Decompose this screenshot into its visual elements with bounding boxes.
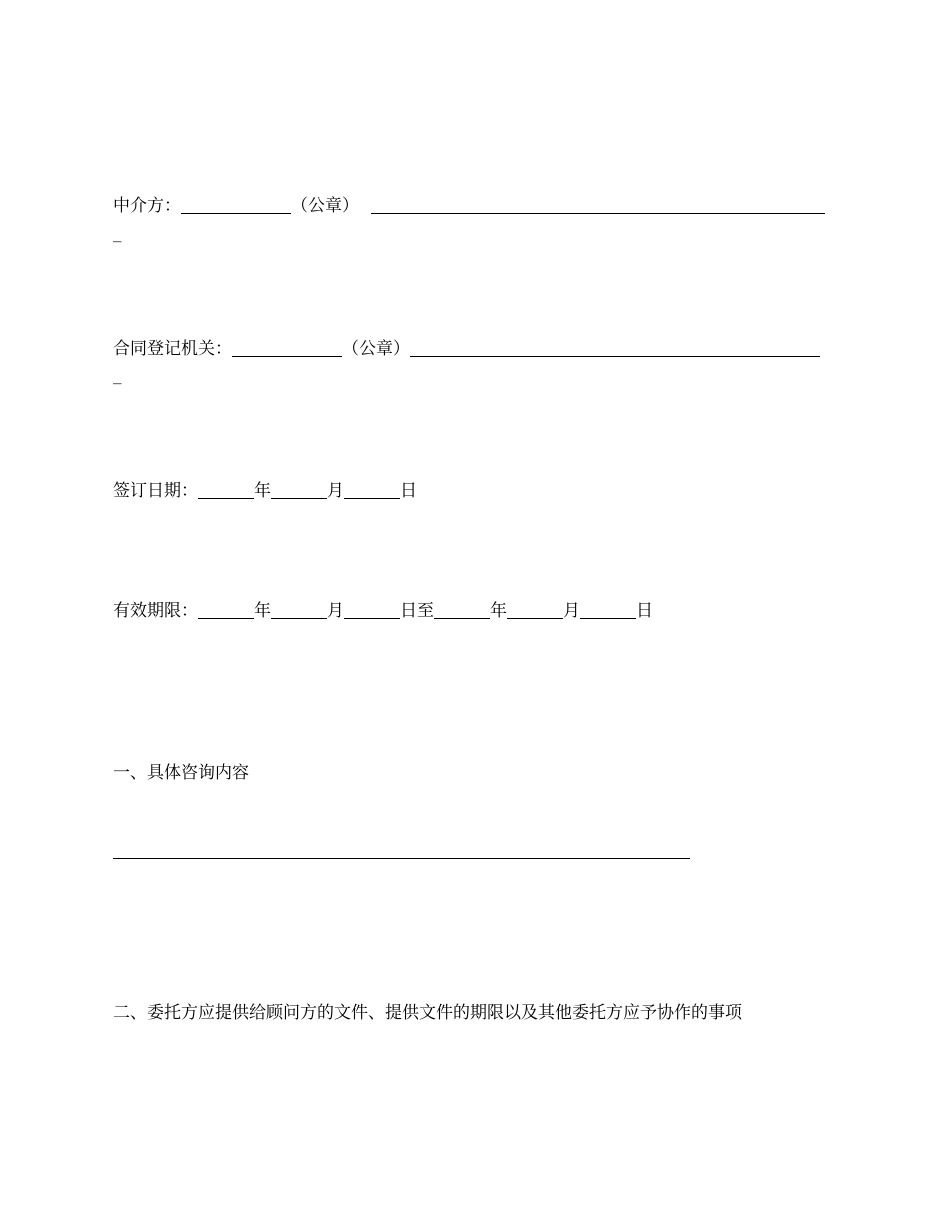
registry-label: 合同登记机关：: [113, 339, 232, 359]
intermediary-row: [113, 195, 825, 217]
section-2-title: 二、委托方应提供给顾问方的文件、提供文件的期限以及其他委托方应予协作的事项: [113, 1003, 742, 1023]
sign-day-unit: 日: [400, 481, 417, 501]
validity-start-month-unit: 月: [327, 601, 344, 621]
validity-row: [113, 600, 653, 622]
registry-seal: （公章）: [342, 339, 410, 359]
sign-date-row: [113, 480, 417, 502]
validity-end-month-blank[interactable]: [507, 602, 563, 619]
validity-end-month-unit: 月: [563, 601, 580, 621]
sign-year-blank[interactable]: [198, 482, 254, 499]
validity-end-year-unit: 年: [490, 601, 507, 621]
validity-end-day-blank[interactable]: [580, 602, 636, 619]
intermediary-seal: （公章）: [291, 196, 359, 216]
intermediary-continuation: _: [113, 223, 122, 243]
validity-end-day-unit: 日: [636, 601, 653, 621]
sign-month-unit: 月: [327, 481, 344, 501]
intermediary-name-blank[interactable]: [181, 197, 291, 214]
section-1-answer-line[interactable]: [113, 858, 690, 859]
sign-date-label: 签订日期：: [113, 481, 198, 501]
intermediary-label: 中介方：: [113, 196, 181, 216]
sign-month-blank[interactable]: [271, 482, 327, 499]
registry-continuation: _: [113, 365, 122, 385]
intermediary-sign-blank[interactable]: [371, 197, 825, 214]
registry-row: [113, 338, 820, 360]
sign-day-blank[interactable]: [344, 482, 400, 499]
section-1-title: 一、具体咨询内容: [113, 763, 249, 783]
validity-start-year-unit: 年: [254, 601, 271, 621]
validity-start-year-blank[interactable]: [198, 602, 254, 619]
sign-year-unit: 年: [254, 481, 271, 501]
validity-start-day-blank[interactable]: [344, 602, 400, 619]
validity-to-unit: 日至: [400, 601, 434, 621]
validity-label: 有效期限：: [113, 601, 198, 621]
validity-end-year-blank[interactable]: [434, 602, 490, 619]
registry-sign-blank[interactable]: [410, 340, 820, 357]
validity-start-month-blank[interactable]: [271, 602, 327, 619]
registry-name-blank[interactable]: [232, 340, 342, 357]
